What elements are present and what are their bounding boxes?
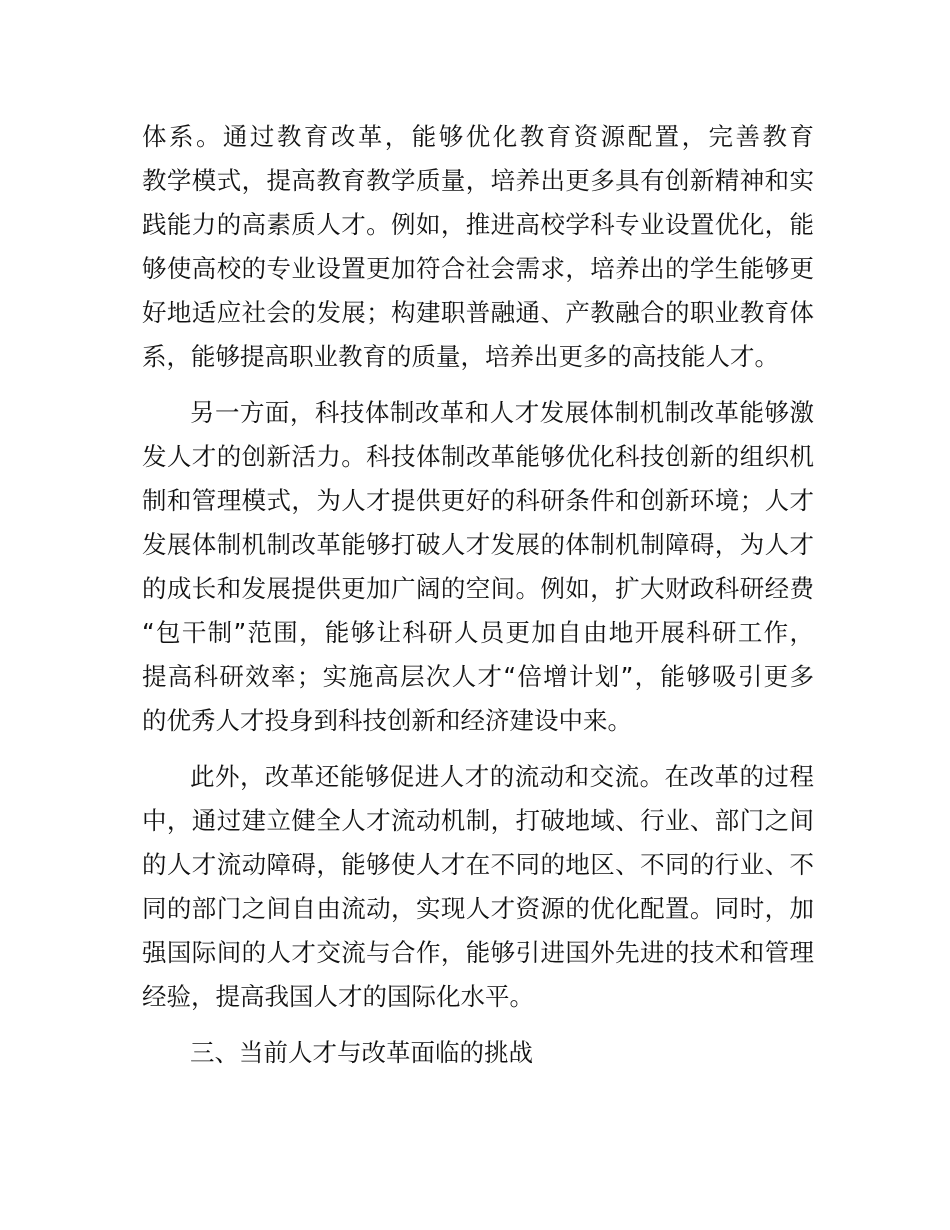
text-line: 系，能够提高职业教育的质量，培养出更多的高技能人才。 (142, 342, 779, 371)
text-line: 够使高校的专业设置更加符合社会需求，培养出的学生能够更 (142, 254, 814, 283)
section-heading (142, 1031, 814, 1075)
text-line: 中，通过建立健全人才流动机制，打破地域、行业、部门之间 (142, 806, 814, 835)
paragraph (142, 391, 814, 743)
text-line: 此外，改革还能够促进人才的流动和交流。在改革的过程 (190, 762, 814, 791)
document-body (142, 115, 814, 1075)
text-line: 教学模式，提高教育教学质量，培养出更多具有创新精神和实 (142, 166, 814, 195)
text-line: 的优秀人才投身到科技创新和经济建设中来。 (142, 706, 632, 735)
text-line: “包干制”范围，能够让科研人员更加自由地开展科研工作， (142, 618, 814, 647)
text-line: 践能力的高素质人才。例如，推进高校学科专业设置优化，能 (142, 210, 814, 239)
paragraph (142, 115, 814, 379)
text-line: 提高科研效率；实施高层次人才“倍增计划”，能够吸引更多 (142, 662, 814, 691)
text-line: 好地适应社会的发展；构建职普融通、产教融合的职业教育体 (142, 298, 814, 327)
paragraph (142, 755, 814, 1019)
heading-text: 三、当前人才与改革面临的挑战 (190, 1038, 533, 1067)
text-line: 的人才流动障碍，能够使人才在不同的地区、不同的行业、不 (142, 850, 814, 879)
text-line: 体系。通过教育改革，能够优化教育资源配置，完善教育 (142, 122, 814, 151)
text-line: 另一方面，科技体制改革和人才发展体制机制改革能够激 (190, 398, 814, 427)
text-line: 同的部门之间自由流动，实现人才资源的优化配置。同时，加 (142, 894, 814, 923)
text-line: 强国际间的人才交流与合作，能够引进国外先进的技术和管理 (142, 938, 814, 967)
text-line: 的成长和发展提供更加广阔的空间。例如，扩大财政科研经费 (142, 574, 814, 603)
text-line: 经验，提高我国人才的国际化水平。 (142, 982, 534, 1011)
text-line: 发展体制机制改革能够打破人才发展的体制机制障碍，为人才 (142, 530, 814, 559)
text-line: 发人才的创新活力。科技体制改革能够优化科技创新的组织机 (142, 442, 814, 471)
text-line: 制和管理模式，为人才提供更好的科研条件和创新环境；人才 (142, 486, 814, 515)
